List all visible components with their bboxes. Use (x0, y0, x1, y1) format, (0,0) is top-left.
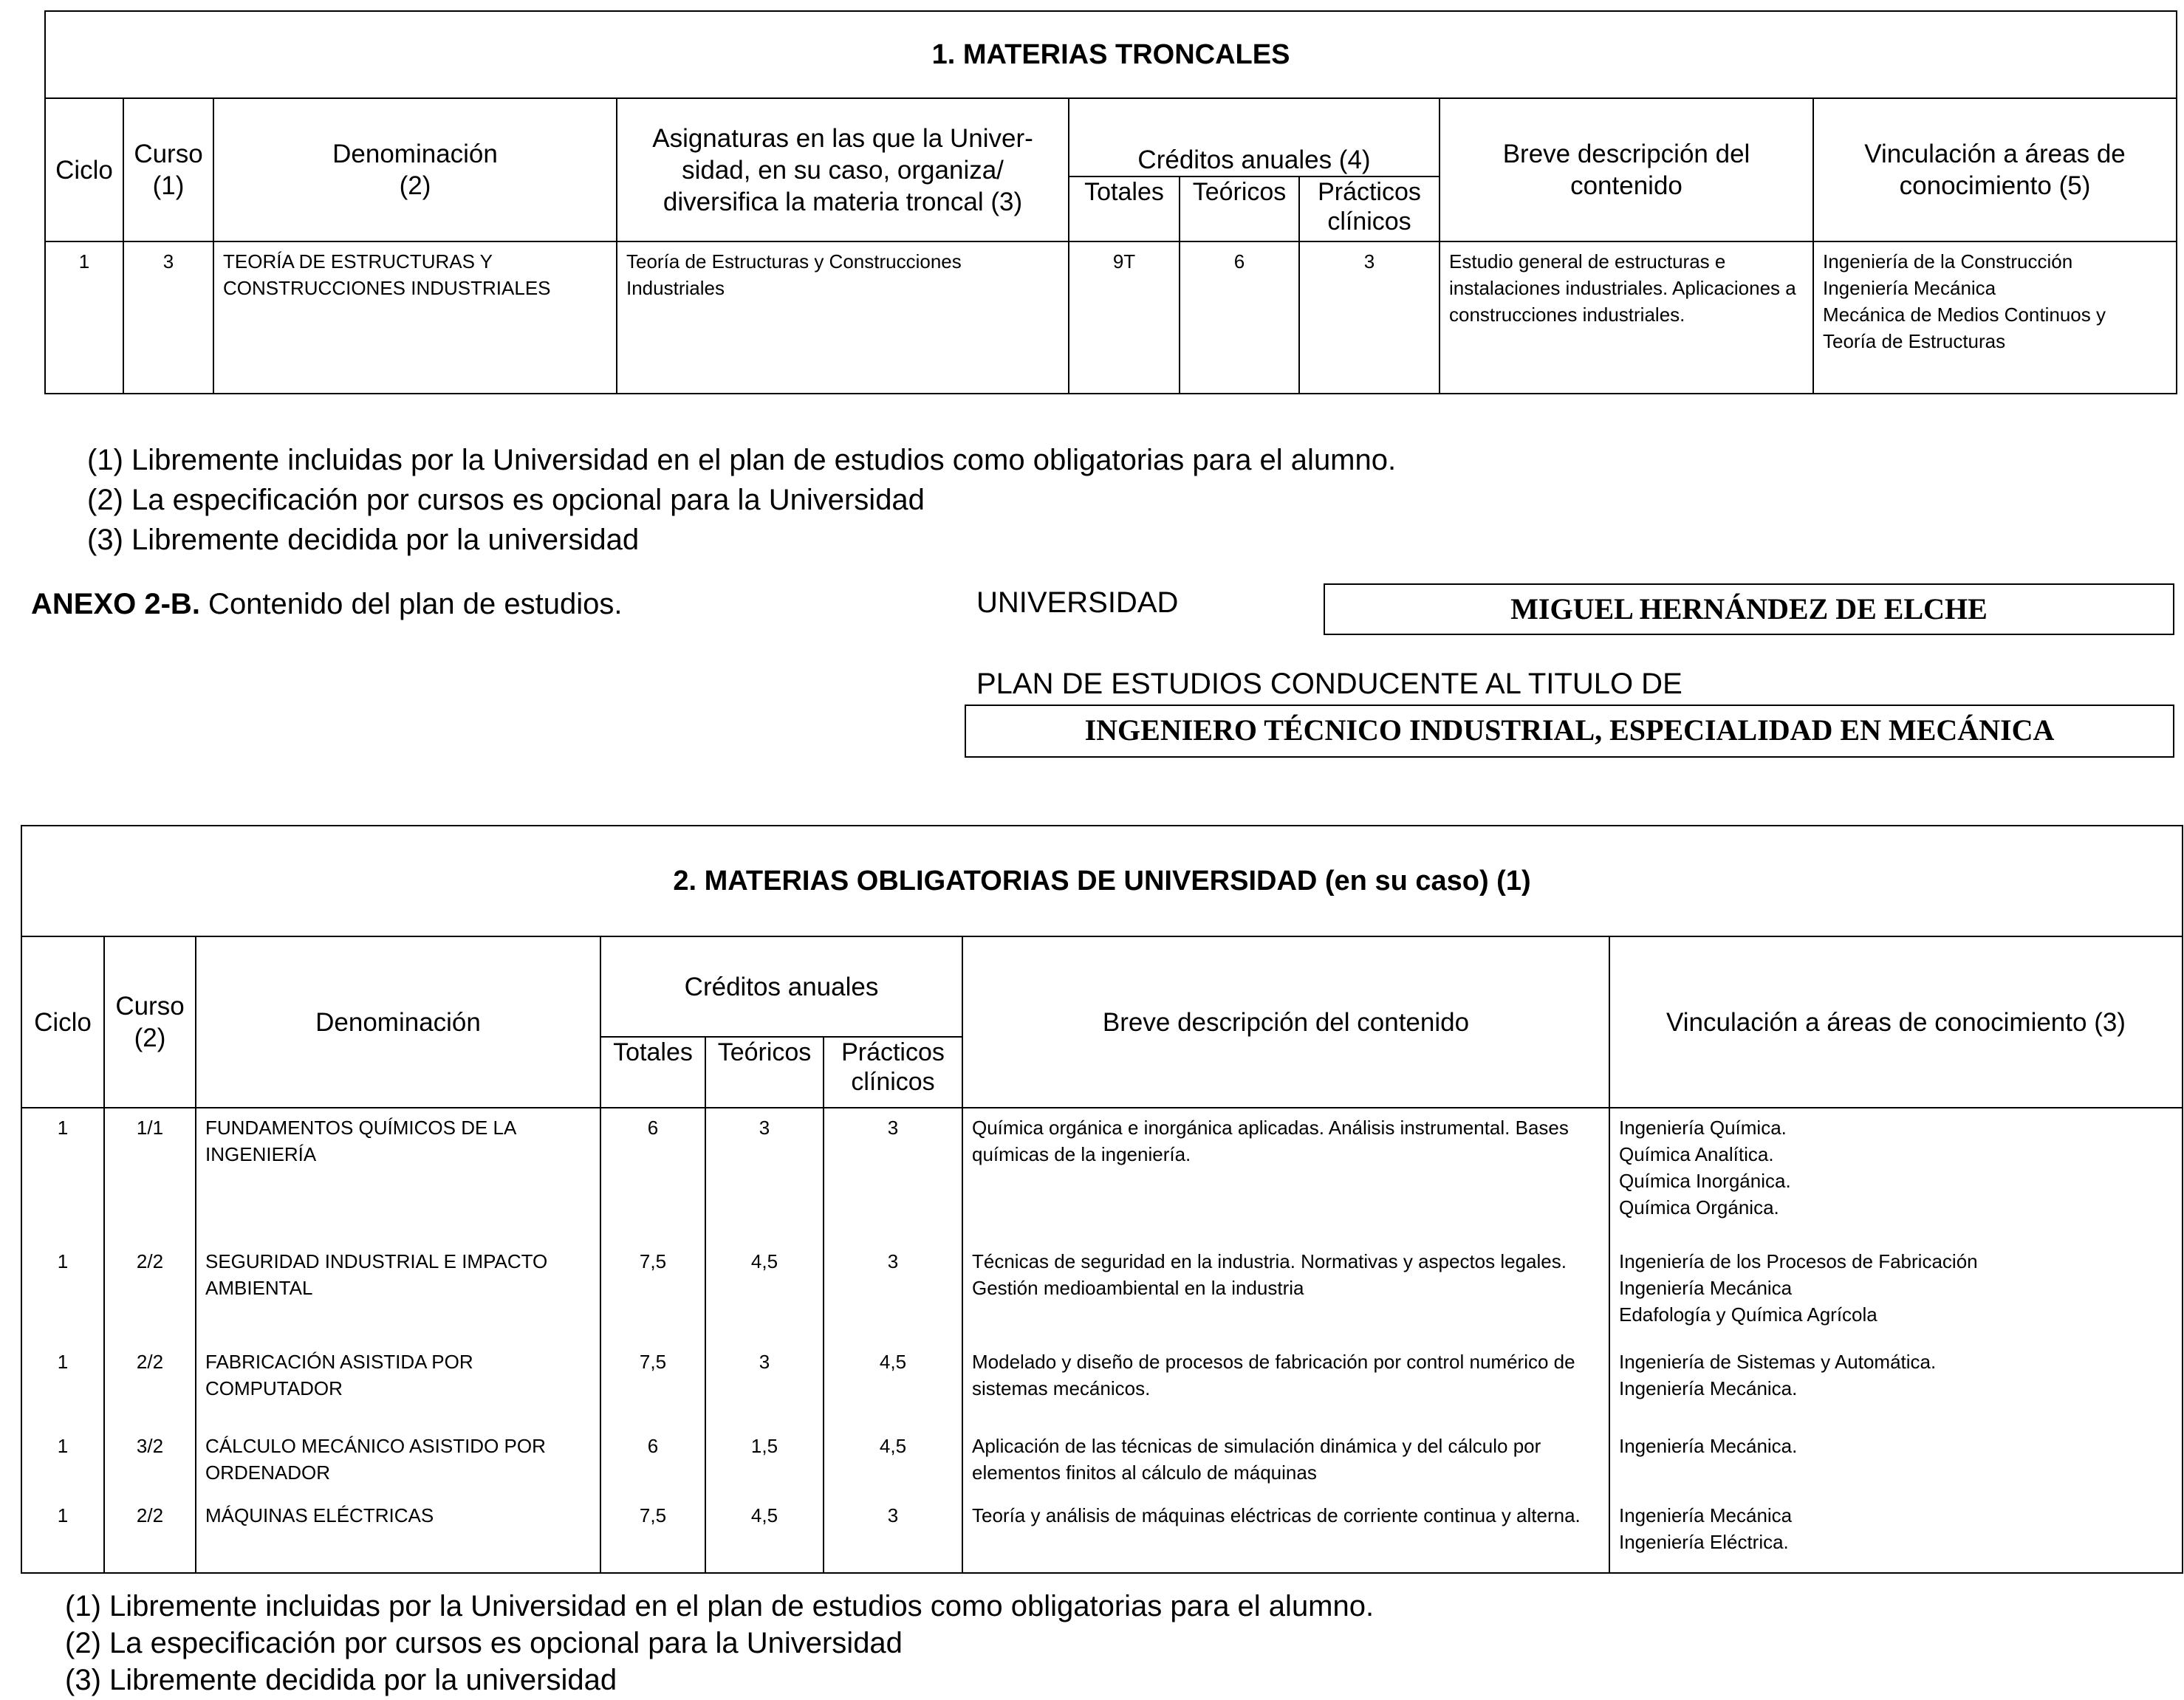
table-row (21, 1496, 2183, 1573)
cell-totales: 9T (1069, 241, 1180, 394)
header-ciclo: Ciclo (45, 98, 123, 241)
plan-value: INGENIERO TÉCNICO INDUSTRIAL, ESPECIALIDAD EN MECÁNICA (965, 705, 2174, 758)
header-creditos: Créditos anuales (4) (1069, 98, 1440, 176)
obligatorias-title: 2. MATERIAS OBLIGATORIAS DE UNIVERSIDAD (en su caso) (1) (21, 826, 2183, 936)
header-denominacion: Denominación (2) (213, 98, 617, 241)
header-ciclo: Ciclo (21, 936, 104, 1108)
obligatorias-table (21, 825, 2183, 1574)
cell-denominacion: SEGURIDAD INDUSTRIAL E IMPACTO AMBIENTAL (196, 1242, 600, 1343)
header-practicos: Prácticos clínicos (1299, 176, 1440, 241)
cell-descripcion: Estudio general de estructuras e instalaciones industriales. Aplicaciones a construcciones industriales. (1440, 241, 1813, 394)
header-teoricos: Teóricos (705, 1037, 824, 1108)
note-1: (1) Libremente incluidas por la Universidad en el plan de estudios como obligatorias para el alumno. (87, 444, 1397, 476)
cell-practicos: 3 (824, 1108, 962, 1242)
cell-ciclo: 1 (21, 1343, 104, 1427)
cell-ciclo: 1 (21, 1242, 104, 1343)
cell-ciclo: 1 (21, 1496, 104, 1573)
cell-descripcion: Aplicación de las técnicas de simulación dinámica y del cálculo por elementos finitos al cálculo de máquinas (962, 1427, 1609, 1496)
cell-descripcion: Modelado y diseño de procesos de fabricación por control numérico de sistemas mecánicos. (962, 1343, 1609, 1427)
header-asignaturas: Asignaturas en las que la Univer- sidad, en su caso, organiza/ diversifica la materia troncal (3) (617, 98, 1069, 241)
cell-curso: 1/1 (104, 1108, 196, 1242)
cell-curso: 2/2 (104, 1343, 196, 1427)
cell-vinculacion: Ingeniería Mecánica. (1609, 1427, 2183, 1496)
cell-teoricos: 6 (1180, 241, 1299, 394)
anexo-heading (31, 588, 622, 621)
note-3: (3) Libremente decidida por la universidad (87, 524, 640, 556)
header-curso: Curso (2) (104, 936, 196, 1108)
cell-totales: 7,5 (600, 1343, 705, 1427)
header-vinculacion: Vinculación a áreas de conocimiento (5) (1813, 98, 2177, 241)
table-row (21, 1242, 2183, 1343)
cell-denominacion: TEORÍA DE ESTRUCTURAS Y CONSTRUCCIONES INDUSTRIALES (213, 241, 617, 394)
cell-practicos: 3 (824, 1242, 962, 1343)
cell-teoricos: 3 (705, 1108, 824, 1242)
cell-practicos: 3 (1299, 241, 1440, 394)
universidad-value: MIGUEL HERNÁNDEZ DE ELCHE (1324, 583, 2174, 635)
cell-asignaturas: Teoría de Estructuras y Construcciones Industriales (617, 241, 1069, 394)
header-descripcion: Breve descripción del contenido (1440, 98, 1813, 241)
header-teoricos: Teóricos (1180, 176, 1299, 241)
cell-totales: 6 (600, 1427, 705, 1496)
cell-descripcion: Teoría y análisis de máquinas eléctricas de corriente continua y alterna. (962, 1496, 1609, 1573)
table-row (21, 1427, 2183, 1496)
cell-denominacion: FABRICACIÓN ASISTIDA POR COMPUTADOR (196, 1343, 600, 1427)
notes-troncales (87, 440, 2081, 560)
cell-vinculacion: Ingeniería Química. Química Analítica. Química Inorgánica. Química Orgánica. (1609, 1108, 2183, 1242)
cell-vinculacion: Ingeniería de la Construcción Ingeniería Mecánica Mecánica de Medios Continuos y Teoría de Estructuras (1813, 241, 2177, 394)
cell-teoricos: 3 (705, 1343, 824, 1427)
table-row (21, 1343, 2183, 1427)
anexo-text: Contenido del plan de estudios. (199, 588, 623, 620)
troncales-title: 1. MATERIAS TRONCALES (45, 11, 2177, 98)
cell-curso: 3 (123, 241, 213, 394)
cell-practicos: 4,5 (824, 1427, 962, 1496)
cell-curso: 2/2 (104, 1496, 196, 1573)
cell-practicos: 4,5 (824, 1343, 962, 1427)
note-3: (3) Libremente decidida por la universidad (65, 1664, 617, 1696)
cell-ciclo: 1 (21, 1108, 104, 1242)
header-totales: Totales (1069, 176, 1180, 241)
cell-descripcion: Química orgánica e inorgánica aplicadas. Análisis instrumental. Bases químicas de la ingeniería. (962, 1108, 1609, 1242)
header-creditos: Créditos anuales (600, 936, 962, 1037)
cell-curso: 2/2 (104, 1242, 196, 1343)
universidad-label: UNIVERSIDAD (976, 586, 1179, 619)
cell-totales: 7,5 (600, 1496, 705, 1573)
header-curso: Curso (1) (123, 98, 213, 241)
cell-ciclo: 1 (45, 241, 123, 394)
header-totales: Totales (600, 1037, 705, 1108)
header-vinculacion: Vinculación a áreas de conocimiento (3) (1609, 936, 2183, 1108)
anexo-label: ANEXO 2-B. (31, 588, 200, 620)
table-row (45, 241, 2177, 394)
notes-obligatorias (65, 1588, 2059, 1699)
cell-totales: 7,5 (600, 1242, 705, 1343)
cell-ciclo: 1 (21, 1427, 104, 1496)
cell-denominacion: MÁQUINAS ELÉCTRICAS (196, 1496, 600, 1573)
cell-curso: 3/2 (104, 1427, 196, 1496)
cell-totales: 6 (600, 1108, 705, 1242)
cell-vinculacion: Ingeniería de Sistemas y Automática. Ingeniería Mecánica. (1609, 1343, 2183, 1427)
cell-descripcion: Técnicas de seguridad en la industria. Normativas y aspectos legales. Gestión medioambiental en la industria (962, 1242, 1609, 1343)
note-2: (2) La especificación por cursos es opcional para la Universidad (87, 484, 925, 516)
note-1: (1) Libremente incluidas por la Universidad en el plan de estudios como obligatorias para el alumno. (65, 1590, 1375, 1622)
cell-vinculacion: Ingeniería de los Procesos de Fabricación Ingeniería Mecánica Edafología y Química Agrícola (1609, 1242, 2183, 1343)
cell-teoricos: 4,5 (705, 1242, 824, 1343)
cell-denominacion: CÁLCULO MECÁNICO ASISTIDO POR ORDENADOR (196, 1427, 600, 1496)
note-2: (2) La especificación por cursos es opcional para la Universidad (65, 1627, 903, 1659)
table-row (21, 1108, 2183, 1242)
header-descripcion: Breve descripción del contenido (962, 936, 1609, 1108)
cell-teoricos: 1,5 (705, 1427, 824, 1496)
header-practicos: Prácticos clínicos (824, 1037, 962, 1108)
plan-label: PLAN DE ESTUDIOS CONDUCENTE AL TITULO DE (976, 668, 1682, 700)
cell-denominacion: FUNDAMENTOS QUÍMICOS DE LA INGENIERÍA (196, 1108, 600, 1242)
cell-practicos: 3 (824, 1496, 962, 1573)
troncales-table (44, 10, 2177, 394)
header-denominacion: Denominación (196, 936, 600, 1108)
cell-teoricos: 4,5 (705, 1496, 824, 1573)
cell-vinculacion: Ingeniería Mecánica Ingeniería Eléctrica. (1609, 1496, 2183, 1573)
